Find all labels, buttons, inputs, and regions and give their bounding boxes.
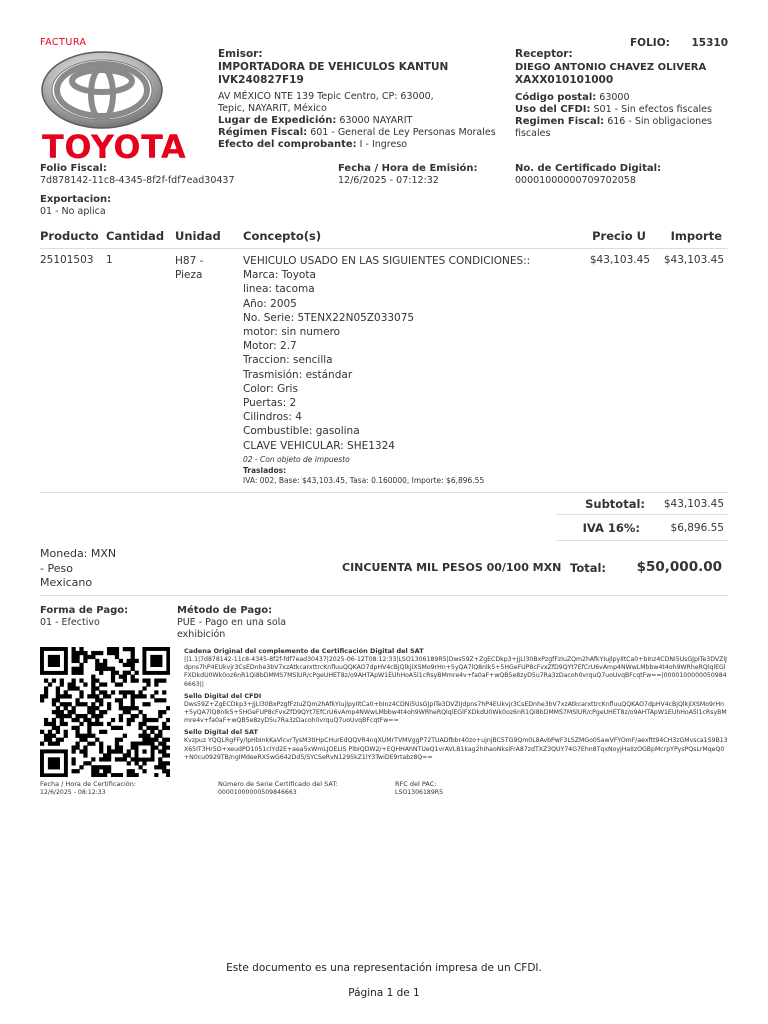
- metodo-pago-label: Método de Pago:: [177, 605, 273, 616]
- sat-seals: [184, 647, 728, 762]
- row-concepto: [243, 254, 553, 486]
- emisor-block: [218, 48, 503, 151]
- forma-pago-label: Forma de Pago:: [40, 605, 129, 616]
- col-precio: Precio U: [592, 229, 646, 243]
- fecha-emision: [338, 163, 508, 187]
- receptor-cp: [515, 92, 730, 104]
- toyota-logo: [40, 48, 190, 166]
- row-producto: 25101503: [40, 254, 94, 266]
- metodo-pago: [177, 604, 307, 641]
- sello-sat-value: Kvzpuz YQQLRgFFy/lpHbInkKaVlcvrTysM3tIHpCHurEdQQVR4nqXUMrTVMVggP72TUADfbbr40zo+ujnjBC5TG9Qm0L8AvbPwF3LSZMGo0SawVFYOmF/aexftt94CH3zGMvsca1S9B13X65IT3Hr5O+xeudPD1051cIYd2E+aea5xWmLJOELIS PlbIQDW2/+EQHHAhNTUeQ1vrAVLB1kag2hIhaoNksIFrA87zdTXZ3QUY74G7Ehn8TqxNoyjHaIIzOGBpMcrpYPysPQsLrMqeQ0+N0cu0929TB/ngIMdeeRX5wG642Dd5/SYCSeRvN1295kZ1lY3TwiDE9rtabz8Q==: [184, 737, 728, 761]
- concepto-line: motor: sin numero: [243, 326, 341, 339]
- receptor-label: Receptor:: [515, 48, 573, 60]
- toyota-emblem-icon: [40, 48, 190, 130]
- cp-label: Código postal:: [515, 92, 597, 103]
- emisor-address: AV MÉXICO NTE 139 Tepic Centro, CP: 63000, Tepic, NAYARIT, México: [218, 91, 434, 114]
- fecha-certificacion: [40, 780, 190, 797]
- iva-label: IVA 16%:: [582, 521, 640, 535]
- uso-label: Uso del CFDI:: [515, 104, 591, 115]
- regimen-label: Régimen Fiscal:: [218, 127, 308, 138]
- receptor-regimen: [515, 116, 730, 140]
- qr-code-icon: [40, 647, 170, 777]
- folio-fiscal: [40, 163, 320, 187]
- traslados-label: Traslados:: [243, 465, 287, 475]
- certificado-label: No. de Certificado Digital:: [515, 163, 662, 174]
- folio-label: FOLIO:: [630, 37, 670, 49]
- subtotal-divider: [556, 514, 728, 515]
- efecto-label: Efecto del comprobante:: [218, 139, 357, 150]
- iva-divider: [556, 540, 728, 541]
- receptor-rfc: XAXX010101000: [515, 74, 614, 86]
- cp-value: 63000: [599, 92, 630, 103]
- total-label: Total:: [570, 561, 607, 575]
- subtotal-value: $43,103.45: [663, 498, 724, 510]
- iva-value: $6,896.55: [670, 522, 724, 534]
- concepto-line: VEHICULO USADO EN LAS SIGUIENTES CONDICIONES::: [243, 255, 531, 267]
- concepto-line: Trasmisión: estándar: [243, 368, 353, 381]
- emisor-regimen: [218, 127, 503, 139]
- receptor-block: [515, 48, 730, 140]
- uso-value: S01 - Sin efectos fiscales: [593, 104, 712, 115]
- exportacion-value: 01 - No aplica: [40, 206, 106, 217]
- sello-sat-label: Sello Digital del SAT: [184, 728, 258, 737]
- concepto-line: Año: 2005: [243, 297, 297, 310]
- emisor-efecto: [218, 139, 503, 151]
- num-serie-value: 00001000000509846663: [218, 789, 297, 796]
- concepto-line: CLAVE VEHICULAR: SHE1324: [243, 439, 395, 452]
- regimen-value: 601 - General de Ley Personas Morales: [310, 127, 496, 138]
- folio-value: 15310: [691, 37, 728, 49]
- concepto-line: Combustible: gasolina: [243, 425, 360, 438]
- traslados-value: IVA: 002, Base: $43,103.45, Tasa: 0.160000, Importe: $6,896.55: [243, 475, 485, 485]
- moneda: Moneda: MXN - Peso Mexicano: [40, 547, 117, 589]
- emisor-rfc: IVK240827F19: [218, 74, 304, 86]
- concepto-line: No. Serie: 5TENX22N05Z033075: [243, 311, 415, 324]
- brand-wordmark: TOYOTA: [42, 128, 187, 166]
- certificado-value: 00001000000709702058: [515, 175, 636, 186]
- fecha-emision-label: Fecha / Hora de Emisión:: [338, 163, 478, 174]
- concepto-line: Traccion: sencilla: [243, 354, 333, 367]
- receptor-regimen-value: 616 - Sin obligaciones fiscales: [515, 116, 712, 139]
- sello-cfdi-value: Dws59Z+ZgECDkp3+JjLl30BxPzgfFzIuZQm2hAfkYIujlpyIltCa0+bInz4CDNi5UsGJpITe3DVZIJdpns7hP4EUkvjr3CsEDnhe3bV7xzAtkcarxttrcKnfluuQQKAO7dpHV4cBjQlkjIXSMo9rHn+5yQA7lQ8nlk5+5HGeFUP8cFvxZfD9QYt7EfCrU6vAmp4NWwLMbbw4t4oh9WRheRQlqlEGlFXDkdU0Wk0oz6nR1Qi8bDMMS7MSlUR/cPgeUHET8z/o9AHTApW1EUhHoA5l1cRsyBMmre4v+fa0aF+wQB5e8zyD5u7Ra3zDacoh0vrquQ7uoUvqBFcqtFw==: [184, 700, 727, 725]
- emisor-name: IMPORTADORA DE VEHICULOS KANTUN: [218, 61, 449, 73]
- page-number: Página 1 de 1: [348, 987, 420, 999]
- lugar-label: Lugar de Expedición:: [218, 115, 337, 126]
- sello-cfdi-label: Sello Digital del CFDI: [184, 691, 262, 700]
- concepto-line: Puertas: 2: [243, 397, 297, 410]
- col-importe: Importe: [670, 229, 722, 243]
- numero-serie-sat: [218, 780, 388, 797]
- concepto-line: Color: Gris: [243, 382, 298, 395]
- row-precio: $43,103.45: [589, 254, 650, 266]
- fecha-cert-value: 12/6/2025 - 08:12:33: [40, 789, 106, 796]
- metodo-pago-value: PUE - Pago en una sola exhibición: [177, 617, 287, 640]
- exportacion-label: Exportacion:: [40, 194, 112, 205]
- col-cantidad: Cantidad: [106, 229, 165, 243]
- receptor-regimen-label: Regimen Fiscal:: [515, 116, 605, 127]
- folio-fiscal-label: Folio Fiscal:: [40, 163, 107, 174]
- forma-pago: [40, 604, 170, 629]
- folio-fiscal-value: 7d878142-11c8-4345-8f2f-fdf7ead30437: [40, 175, 235, 186]
- objeto-impuesto: 02 - Con objeto de impuesto: [243, 454, 350, 464]
- rfc-pac-value: LSO1306189R5: [395, 789, 444, 796]
- footer-note: Este documento es una representación impresa de un CFDI.: [226, 962, 542, 974]
- table-header-divider: [40, 248, 728, 249]
- receptor-uso: [515, 104, 730, 116]
- fecha-emision-value: 12/6/2025 - 07:12:32: [338, 175, 439, 186]
- certificado-digital: [515, 163, 730, 187]
- importe-letra: CINCUENTA MIL PESOS 00/100 MXN: [342, 561, 562, 574]
- subtotal-label: Subtotal:: [585, 497, 645, 511]
- cadena-label: Cadena Original del complemento de Certificación Digital del SAT: [184, 647, 424, 655]
- emisor-lugar: [218, 115, 503, 127]
- emisor-label: Emisor:: [218, 48, 263, 60]
- totals-divider: [40, 595, 728, 596]
- rfc-pac-label: RFC del PAC:: [395, 780, 437, 788]
- exportacion: [40, 194, 240, 218]
- rfc-pac: [395, 780, 515, 797]
- col-concepto: Concepto(s): [243, 229, 322, 243]
- receptor-name: DIEGO ANTONIO CHAVEZ OLIVERA: [515, 62, 707, 73]
- concepto-line: Cilindros: 4: [243, 411, 302, 424]
- cadena-value: ||1.1|7d878142-11c8-4345-8f2f-fdf7ead30437|2025-06-12T08:12:33|LSO1306189R5|Dws59Z+ZgECDkp3+JjLl30BxPzgfFzIuZQm2hAfkYIujlpyIltCa0+bInz4CDNi5UsGJpITe3DVZIJdpns7hP4EUkvjr3CsEDnhe3bV7xzAtkcarxttrcKnfluuQQKAO7dpHV4cBjQlkjIXSMo9rHn+5yQA7lQ8nlk5+5HGeFUP8cFvxZfD9QYt7EfCrU6vAmp4NWwLMbbw4t4oh9WRheRQlqlEGlFXDkdU0Wk0oz6nR1Qi8bDMMS7MSlUR/cPgeUHET8z/o9AHTApW1EUhHoA5l1cRsyBMmre4v+fa0aF+wQB5e8zyD5u7Ra3zDacoh0vrquQ7uoUvqBFcqtFw==|00001000000509846663||: [184, 656, 727, 688]
- concepto-line: linea: tacoma: [243, 283, 315, 296]
- fecha-cert-label: Fecha / Hora de Certificación:: [40, 780, 137, 788]
- row-cantidad: 1: [106, 254, 113, 266]
- lugar-value: 63000 NAYARIT: [339, 115, 413, 126]
- row-importe: $43,103.45: [663, 254, 724, 266]
- forma-pago-value: 01 - Efectivo: [40, 617, 100, 628]
- num-serie-label: Número de Serie Certificado del SAT:: [218, 780, 338, 788]
- efecto-value: I - Ingreso: [359, 139, 408, 150]
- total-value: $50,000.00: [636, 559, 722, 575]
- table-row-divider: [40, 492, 728, 493]
- col-unidad: Unidad: [175, 229, 221, 243]
- concepto-line: Marca: Toyota: [243, 269, 316, 282]
- concepto-line: Motor: 2.7: [243, 340, 297, 353]
- document-type: FACTURA: [40, 37, 87, 48]
- row-unidad: H87 - Pieza: [175, 255, 204, 281]
- col-producto: Producto: [40, 229, 99, 243]
